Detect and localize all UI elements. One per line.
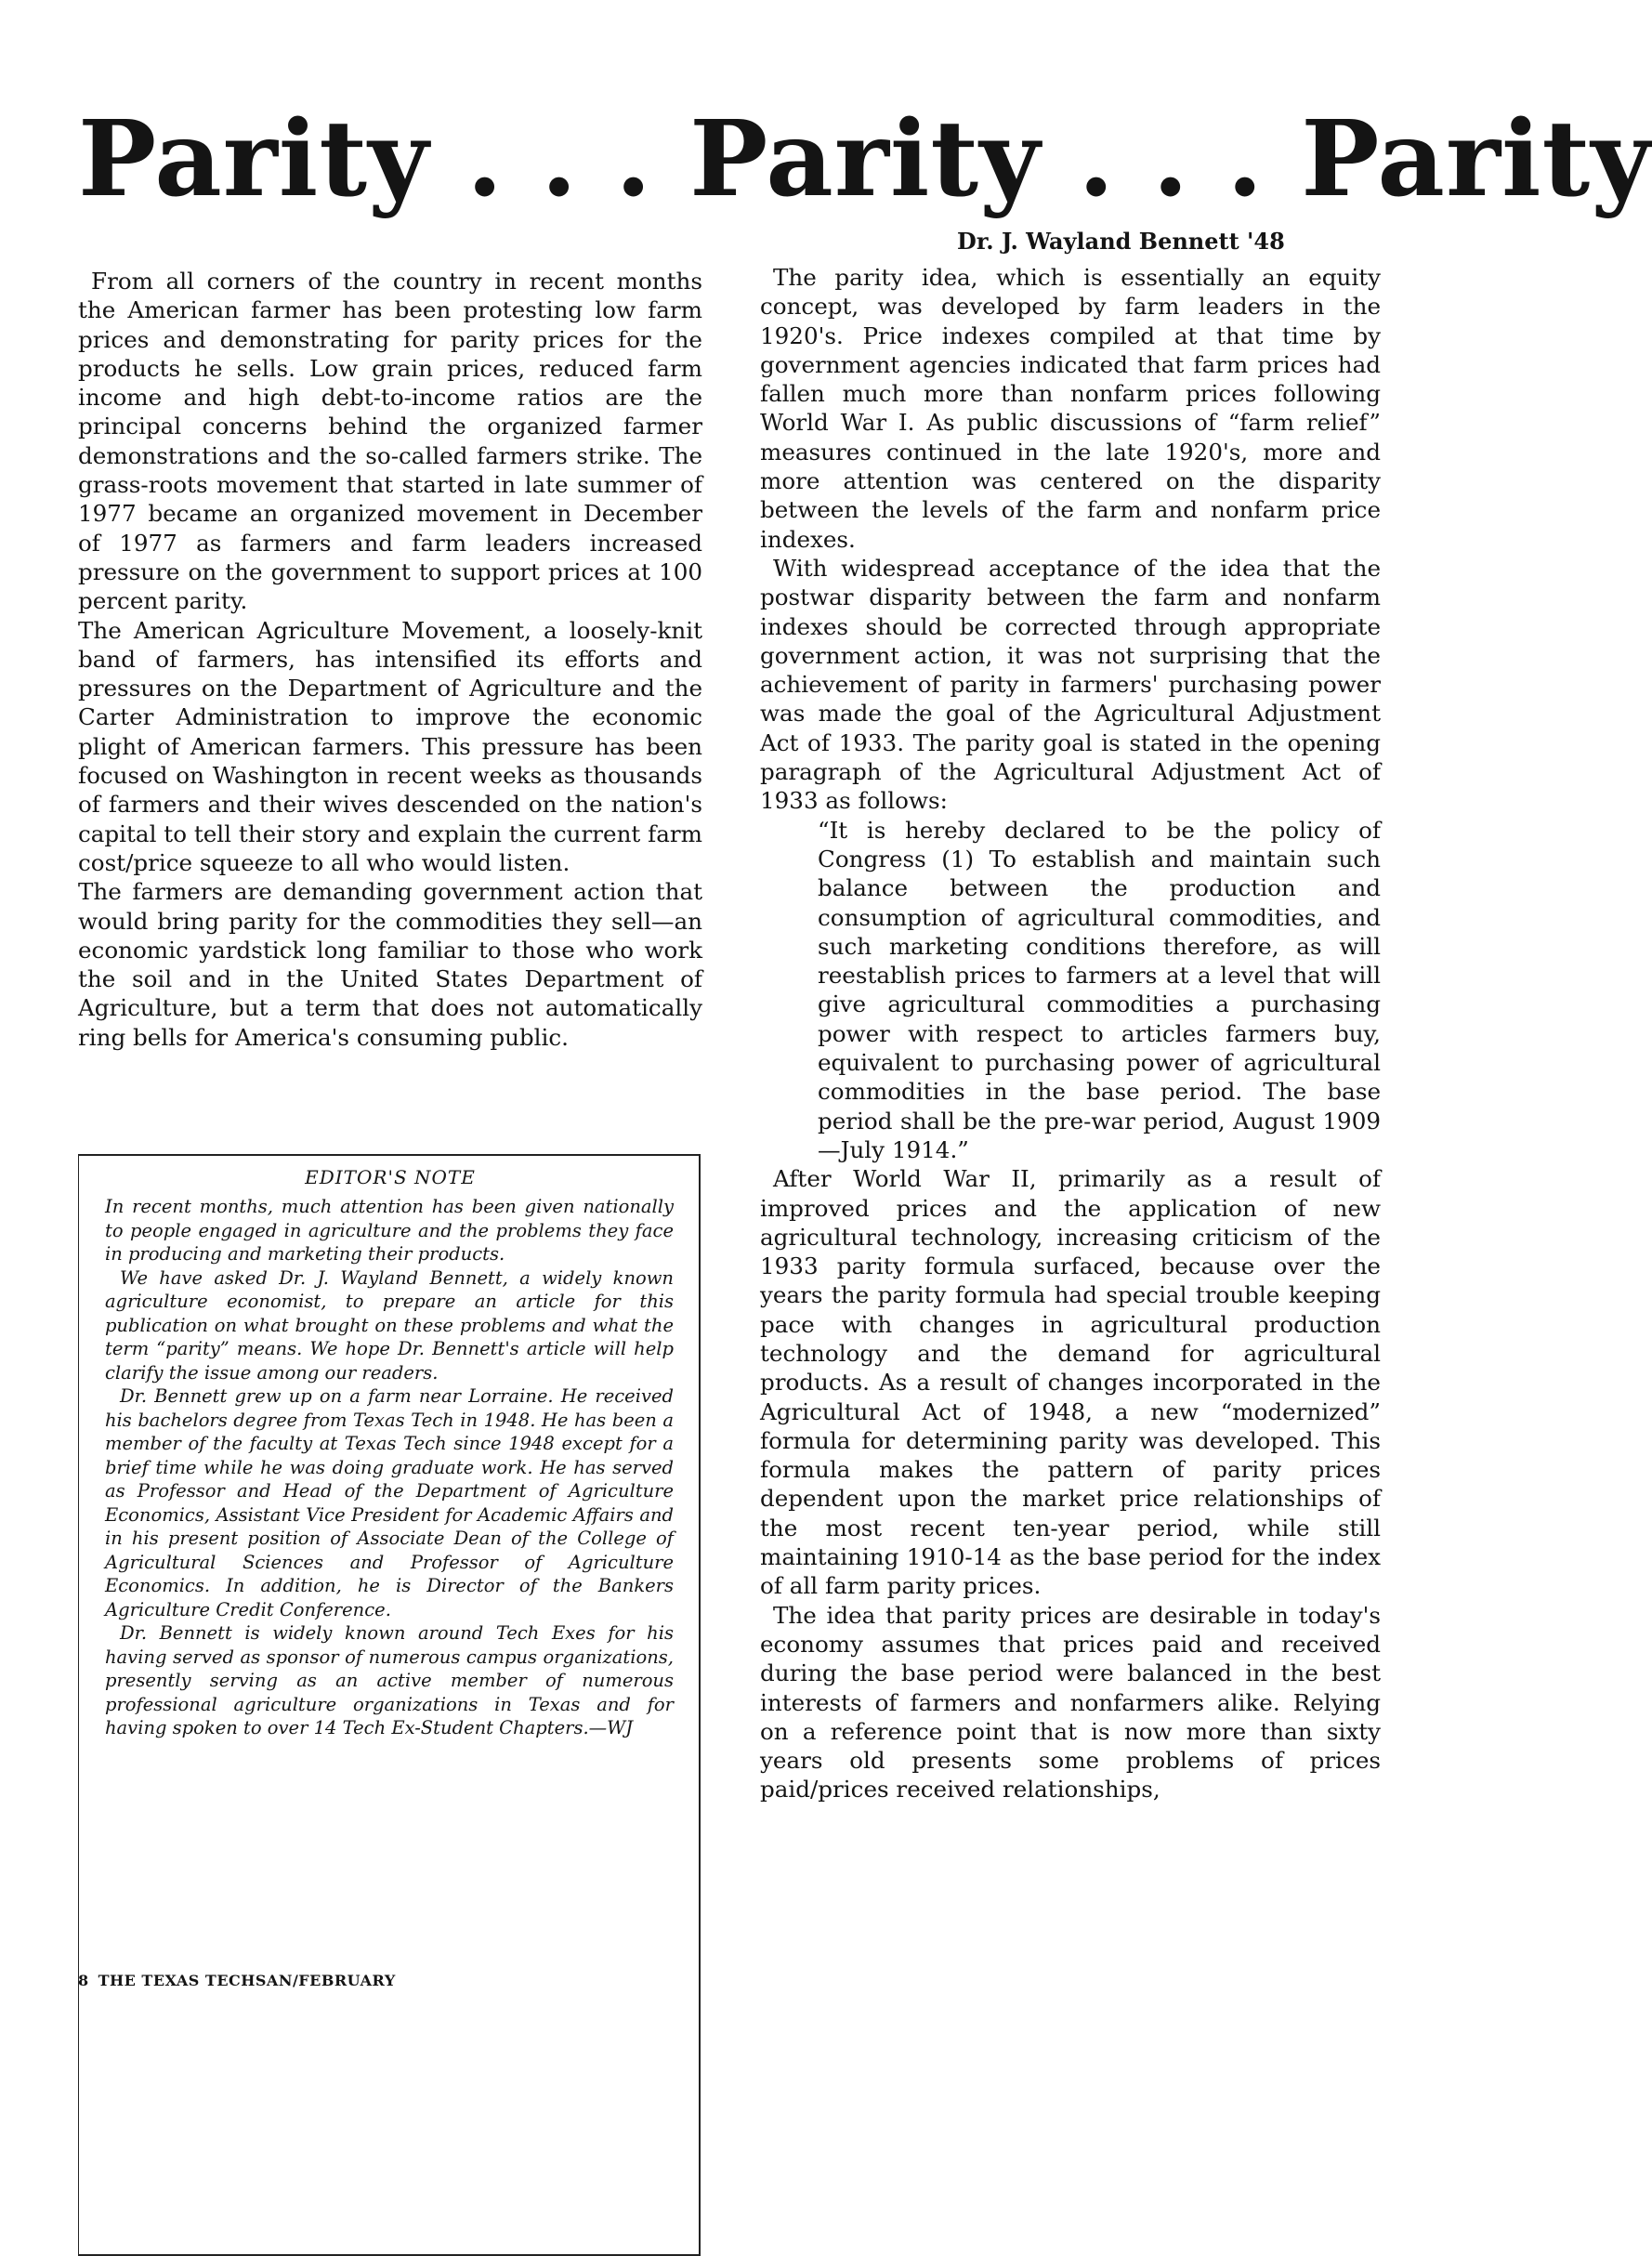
- page-footer: [78, 1972, 396, 1990]
- body-paragraph: With widespread acceptance of the idea that the postwar disparity between the farm and nonfarm indexes should be corrected through appropriate government action, it was not surprising that the achievement of parity in farmers' purchasing power was made the goal of the Agricultural Adjustment Act of 1933. The parity goal is stated in the opening paragraph of the Agricultural Adjustment Act of 1933 as follows:: [760, 554, 1381, 815]
- body-paragraph: The American Agriculture Movement, a loosely-knit band of farmers, has intensified its efforts and pressures on the Department of Agriculture and the Carter Administration to improve the economic plight of American farmers. This pressure has been focused on Washington in recent weeks as thousands of farmers and their wives descended on the nation's capital to tell their story and explain the current farm cost/price squeeze to all who would listen.: [78, 616, 702, 876]
- left-column: [78, 267, 702, 1052]
- byline: Dr. J. Wayland Bennett '48: [957, 228, 1285, 255]
- body-paragraph: The idea that parity prices are desirable in today's economy assumes that prices paid and received during the base period were balanced in the best interests of farmers and nonfarmers alike. Relying on a reference point that is now more than sixty years old presents some problems of prices paid/prices received relationships,: [760, 1601, 1381, 1803]
- editors-note-box: [78, 1154, 701, 2256]
- editors-note-paragraph: Dr. Bennett grew up on a farm near Lorraine. He received his bachelors degree from Texas Tech in 1948. He has been a member of the faculty at Texas Tech since 1948 except for a brief time while he was doing graduate work. He has served as Professor and Head of the Department of Agriculture Economics, Assistant Vice President for Academic Affairs and in his present position of Associate Dean of the College of Agricultural Sciences and Professor of Agriculture Economics. In addition, he is Director of the Bankers Agriculture Credit Conference.: [105, 1385, 674, 1620]
- editors-note-paragraph: In recent months, much attention has been given nationally to people engaged in agriculture and the problems they face in producing and marketing their products.: [105, 1196, 674, 1265]
- body-paragraph: After World War II, primarily as a result of improved prices and the application of new agricultural technology, increasing criticism of the 1933 parity formula surfaced, because over the years the parity formula had special trouble keeping pace with changes in agricultural production technology and the demand for agricultural products. As a result of changes incorporated in the Agricultural Act of 1948, a new “modernized” formula for determining parity was developed. This formula makes the pattern of parity prices dependent upon the market price relationships of the most recent ten-year period, while still maintaining 1910-14 as the base period for the index of all farm parity prices.: [760, 1165, 1381, 1600]
- right-column: [760, 263, 1381, 1804]
- body-paragraph: The parity idea, which is essentially an equity concept, was developed by farm leaders in the 1920's. Price indexes compiled at that time by government agencies indicated that farm prices had fallen much more than nonfarm prices following World War I. As public discussions of “farm relief” measures continued in the late 1920's, more and more attention was centered on the disparity between the levels of the farm and nonfarm price indexes.: [760, 264, 1381, 553]
- body-paragraph: The farmers are demanding government action that would bring parity for the commodities they sell—an economic yardstick long familiar to those who work the soil and in the United States Department of Agriculture, but a term that does not automatically ring bells for America's consuming public.: [78, 878, 702, 1051]
- body-paragraph: From all corners of the country in recent months the American farmer has been protesting low farm prices and demonstrating for parity prices for the products he sells. Low grain prices, reduced farm income and high debt-to-income ratios are the principal concerns behind the organized farmer demonstrations and the so-called farmers strike. The grass-roots movement that started in late summer of 1977 became an organized movement in December of 1977 as farmers and farm leaders increased pressure on the government to support prices at 100 percent parity.: [78, 268, 702, 615]
- page-number: 8: [78, 1972, 89, 1989]
- editors-note-body: [105, 1195, 674, 1740]
- publication-name: THE TEXAS TECHSAN/FEBRUARY: [98, 1972, 396, 1989]
- editors-note-paragraph: We have asked Dr. J. Wayland Bennett, a widely known agriculture economist, to prepare an article for this publication on what brought on these problems and what the term “parity” means. We hope Dr. Bennett's article will help clarify the issue among our readers.: [105, 1266, 674, 1384]
- act-quotation: “It is hereby declared to be the policy of Congress (1) To establish and maintain such balance between the production and consumption of agricultural commodities, and such marketing conditions therefore, as will reestablish prices to farmers at a level that will give agricultural commodities a purchasing power with respect to articles farmers buy, equivalent to purchasing power of agricultural commodities in the base period. The base period shall be the pre-war period, August 1909—July 1914.”: [818, 816, 1381, 1163]
- editors-note-heading: EDITOR'S NOTE: [305, 1166, 476, 1188]
- article-title: Parity . . . Parity . . . Parity: [78, 98, 1652, 220]
- editors-note-paragraph: Dr. Bennett is widely known around Tech Exes for his having served as sponsor of numerous campus organizations, presently serving as an active member of numerous professional agriculture organizations in Texas and for having spoken to over 14 Tech Ex-Student Chapters.—WJ: [105, 1622, 674, 1738]
